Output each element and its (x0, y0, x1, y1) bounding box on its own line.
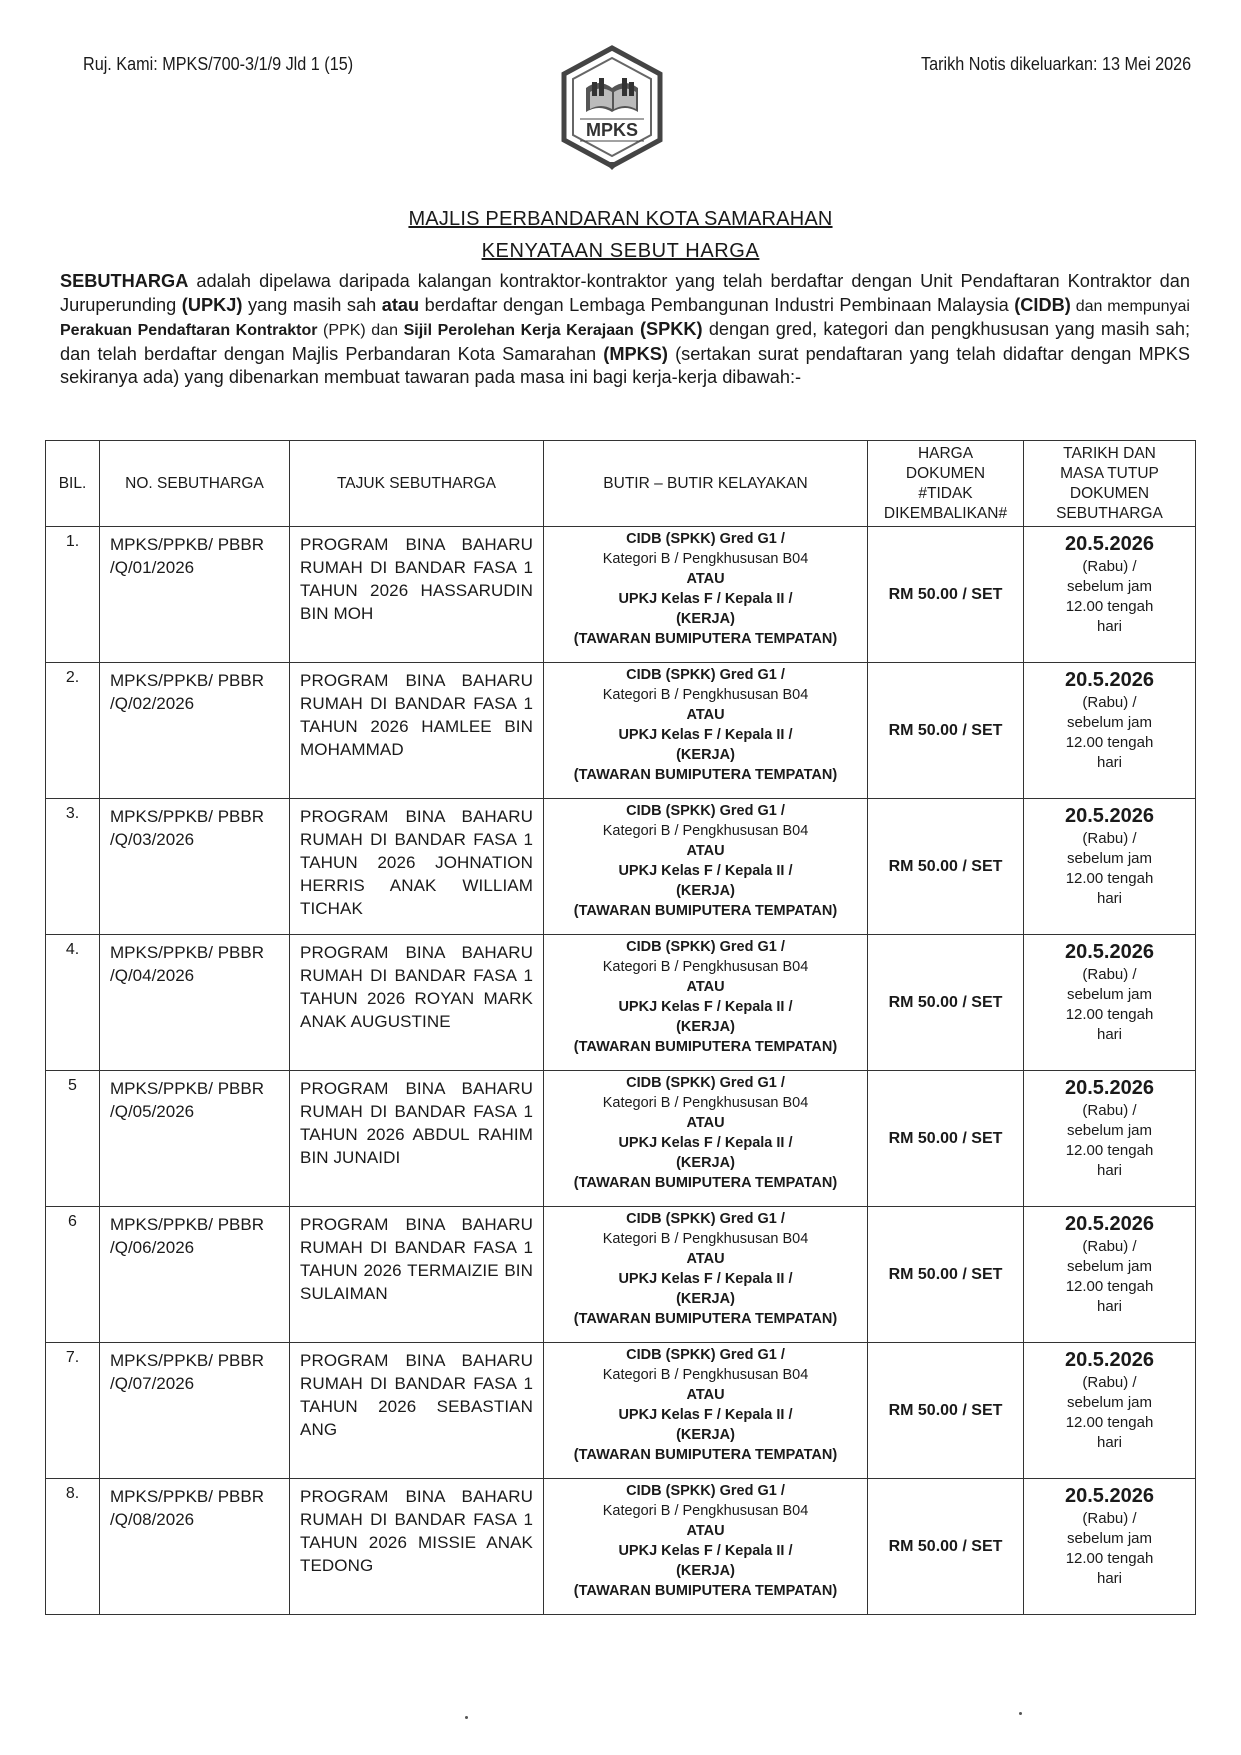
row-closing-date: 20.5.2026 (Rabu) / sebelum jam 12.00 tengah hari (1024, 799, 1196, 935)
row-closing-date: 20.5.2026 (Rabu) / sebelum jam 12.00 tengah hari (1024, 1343, 1196, 1479)
row-title: PROGRAM BINA BAHARU RUMAH DI BANDAR FASA 1 TAHUN 2026 HASSARUDIN BIN MOH (290, 527, 544, 663)
table-row (46, 527, 1196, 663)
header-butir: BUTIR – BUTIR KELAYAKAN (544, 441, 868, 527)
row-bil: 1. (46, 527, 100, 663)
scan-speck (465, 1716, 468, 1719)
row-closing-date: 20.5.2026 (Rabu) / sebelum jam 12.00 tengah hari (1024, 1071, 1196, 1207)
row-title: PROGRAM BINA BAHARU RUMAH DI BANDAR FASA 1 TAHUN 2026 JOHNATION HERRIS ANAK WILLIAM TICHAK (290, 799, 544, 935)
intro-keyword: SEBUTHARGA (60, 271, 189, 291)
table-row (46, 663, 1196, 799)
row-closing-date: 20.5.2026 (Rabu) / sebelum jam 12.00 tengah hari (1024, 527, 1196, 663)
row-qualification: CIDB (SPKK) Gred G1 / Kategori B / Pengkhususan B04 ATAU UPKJ Kelas F / Kepala II / (KERJA) (TAWARAN BUMIPUTERA TEMPATAN) (544, 663, 868, 799)
header-tarikh: TARIKH DAN MASA TUTUP DOKUMEN SEBUTHARGA (1024, 441, 1196, 527)
row-bil: 3. (46, 799, 100, 935)
row-title: PROGRAM BINA BAHARU RUMAH DI BANDAR FASA 1 TAHUN 2026 ABDUL RAHIM BIN JUNAIDI (290, 1071, 544, 1207)
table-row (46, 1343, 1196, 1479)
row-quotation-no: MPKS/PPKB/ PBBR /Q/03/2026 (100, 799, 290, 935)
row-qualification: CIDB (SPKK) Gred G1 / Kategori B / Pengkhususan B04 ATAU UPKJ Kelas F / Kepala II / (KERJA) (TAWARAN BUMIPUTERA TEMPATAN) (544, 799, 868, 935)
row-bil: 4. (46, 935, 100, 1071)
reference-number: Ruj. Kami: MPKS/700-3/1/9 Jld 1 (15) (83, 54, 354, 74)
row-price: RM 50.00 / SET (868, 1071, 1024, 1207)
row-title: PROGRAM BINA BAHARU RUMAH DI BANDAR FASA 1 TAHUN 2026 HAMLEE BIN MOHAMMAD (290, 663, 544, 799)
header-harga: HARGA DOKUMEN #TIDAK DIKEMBALIKAN# (868, 441, 1024, 527)
council-title: MAJLIS PERBANDARAN KOTA SAMARAHAN (408, 208, 833, 230)
row-quotation-no: MPKS/PPKB/ PBBR /Q/01/2026 (100, 527, 290, 663)
row-price: RM 50.00 / SET (868, 799, 1024, 935)
intro-paragraph: SEBUTHARGA adalah dipelawa daripada kalangan kontraktor-kontraktor yang telah berdaftar dengan Unit Pendaftaran Kontraktor dan Juruperunding (UPKJ) yang masih sah atau berdaftar dengan Lembaga Pembangunan Industri Pembinaan Malaysia (CIDB) dan mempunyai Perakuan Pendaftaran Kontraktor (PPK) dan Sijil Perolehan Kerja Kerajaan (SPKK) dengan gred, kategori dan pengkhususan yang masih sah; dan telah berdaftar dengan Majlis Perbandaran Kota Samarahan (MPKS) (sertakan surat pendaftaran yang telah didaftar dengan MPKS sekiranya ada) yang dibenarkan membuat tawaran pada masa ini bagi kerja-kerja dibawah:- (60, 271, 1191, 387)
table-header-row (46, 441, 1196, 527)
row-qualification: CIDB (SPKK) Gred G1 / Kategori B / Pengkhususan B04 ATAU UPKJ Kelas F / Kepala II / (KERJA) (TAWARAN BUMIPUTERA TEMPATAN) (544, 1343, 868, 1479)
header-tajuk: TAJUK SEBUTHARGA (290, 441, 544, 527)
table-row (46, 799, 1196, 935)
row-bil: 5 (46, 1071, 100, 1207)
row-quotation-no: MPKS/PPKB/ PBBR /Q/02/2026 (100, 663, 290, 799)
row-title: PROGRAM BINA BAHARU RUMAH DI BANDAR FASA 1 TAHUN 2026 MISSIE ANAK TEDONG (290, 1479, 544, 1615)
table-body (46, 527, 1196, 1615)
table-row (46, 935, 1196, 1071)
row-qualification: CIDB (SPKK) Gred G1 / Kategori B / Pengkhususan B04 ATAU UPKJ Kelas F / Kepala II / (KERJA) (TAWARAN BUMIPUTERA TEMPATAN) (544, 1071, 868, 1207)
row-price: RM 50.00 / SET (868, 1207, 1024, 1343)
row-bil: 8. (46, 1479, 100, 1615)
row-bil: 2. (46, 663, 100, 799)
row-title: PROGRAM BINA BAHARU RUMAH DI BANDAR FASA 1 TAHUN 2026 ROYAN MARK ANAK AUGUSTINE (290, 935, 544, 1071)
notice-date: Tarikh Notis dikeluarkan: 13 Mei 2026 (920, 54, 1191, 74)
row-price: RM 50.00 / SET (868, 527, 1024, 663)
scan-speck (1019, 1712, 1022, 1715)
row-bil: 7. (46, 1343, 100, 1479)
row-qualification: CIDB (SPKK) Gred G1 / Kategori B / Pengkhususan B04 ATAU UPKJ Kelas F / Kepala II / (KERJA) (TAWARAN BUMIPUTERA TEMPATAN) (544, 1479, 868, 1615)
row-qualification: CIDB (SPKK) Gred G1 / Kategori B / Pengkhususan B04 ATAU UPKJ Kelas F / Kepala II / (KERJA) (TAWARAN BUMIPUTERA TEMPATAN) (544, 1207, 868, 1343)
row-quotation-no: MPKS/PPKB/ PBBR /Q/05/2026 (100, 1071, 290, 1207)
header-no: NO. SEBUTHARGA (100, 441, 290, 527)
logo-text: MPKS (585, 120, 639, 140)
row-quotation-no: MPKS/PPKB/ PBBR /Q/04/2026 (100, 935, 290, 1071)
row-quotation-no: MPKS/PPKB/ PBBR /Q/06/2026 (100, 1207, 290, 1343)
row-closing-date: 20.5.2026 (Rabu) / sebelum jam 12.00 tengah hari (1024, 935, 1196, 1071)
row-bil: 6 (46, 1207, 100, 1343)
row-title: PROGRAM BINA BAHARU RUMAH DI BANDAR FASA 1 TAHUN 2026 TERMAIZIE BIN SULAIMAN (290, 1207, 544, 1343)
table-row (46, 1479, 1196, 1615)
quotation-table (45, 440, 1196, 1615)
notice-title: KENYATAAN SEBUT HARGA (481, 240, 760, 262)
row-closing-date: 20.5.2026 (Rabu) / sebelum jam 12.00 tengah hari (1024, 663, 1196, 799)
row-price: RM 50.00 / SET (868, 935, 1024, 1071)
row-price: RM 50.00 / SET (868, 1479, 1024, 1615)
table-row (46, 1207, 1196, 1343)
table-row (46, 1071, 1196, 1207)
row-qualification: CIDB (SPKK) Gred G1 / Kategori B / Pengkhususan B04 ATAU UPKJ Kelas F / Kepala II / (KERJA) (TAWARAN BUMIPUTERA TEMPATAN) (544, 527, 868, 663)
row-qualification: CIDB (SPKK) Gred G1 / Kategori B / Pengkhususan B04 ATAU UPKJ Kelas F / Kepala II / (KERJA) (TAWARAN BUMIPUTERA TEMPATAN) (544, 935, 868, 1071)
row-price: RM 50.00 / SET (868, 663, 1024, 799)
row-price: RM 50.00 / SET (868, 1343, 1024, 1479)
row-quotation-no: MPKS/PPKB/ PBBR /Q/07/2026 (100, 1343, 290, 1479)
header-bil: BIL. (46, 441, 100, 527)
mpks-logo (556, 44, 668, 174)
row-closing-date: 20.5.2026 (Rabu) / sebelum jam 12.00 tengah hari (1024, 1207, 1196, 1343)
row-title: PROGRAM BINA BAHARU RUMAH DI BANDAR FASA 1 TAHUN 2026 SEBASTIAN ANG (290, 1343, 544, 1479)
row-quotation-no: MPKS/PPKB/ PBBR /Q/08/2026 (100, 1479, 290, 1615)
row-closing-date: 20.5.2026 (Rabu) / sebelum jam 12.00 tengah hari (1024, 1479, 1196, 1615)
